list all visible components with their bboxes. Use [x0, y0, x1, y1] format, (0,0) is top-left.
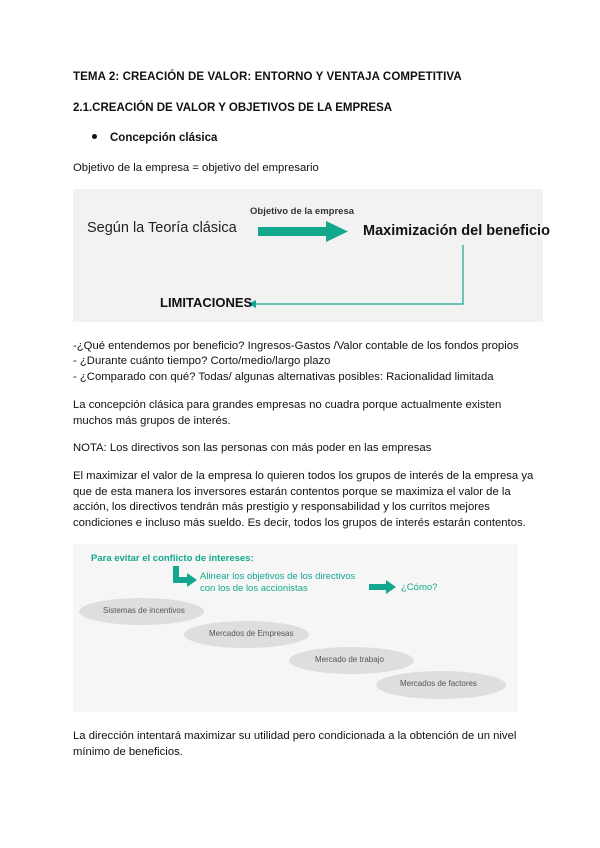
arrow-label: Objetivo de la empresa [250, 206, 355, 217]
figure1-arrows [73, 189, 543, 322]
bullet-label: Concepción clásica [110, 132, 218, 144]
right-arrow-icon [258, 221, 348, 242]
question-2: - ¿Durante cuánto tiempo? Corto/medio/largo plazo [73, 355, 331, 367]
bent-arrow-icon [176, 566, 197, 587]
figure-conflicto-intereses [73, 544, 518, 712]
oval-label-mercados-empresas: Mercados de Empresas [209, 629, 294, 638]
oval-label-sistemas: Sistemas de incentivos [103, 606, 185, 615]
return-arrow-icon [248, 245, 463, 308]
limitaciones-text: LIMITACIONES [160, 295, 253, 310]
oval-label-mercados-factores: Mercados de factores [400, 679, 477, 688]
align-line-2: con los de los accionistas [200, 583, 308, 594]
main-heading: TEMA 2: CREACIÓN DE VALOR: ENTORNO Y VENTAJA COMPETITIVA [73, 71, 462, 83]
figure-teoria-clasica [73, 189, 550, 322]
objetivo-line: Objetivo de la empresa = objetivo del empresario [73, 162, 319, 174]
align-text [200, 571, 355, 595]
para-direccion: La dirección intentará maximizar su utilidad pero condicionada a la obtención de un nivel mínimo de beneficios. [73, 730, 517, 758]
right-arrow-icon [369, 580, 396, 594]
oval-label-mercado-trabajo: Mercado de trabajo [315, 655, 384, 664]
question-3: - ¿Comparado con qué? Todas/ algunas alternativas posibles: Racionalidad limitada [73, 371, 494, 383]
align-line-1: Alinear los objetivos de los directivos [200, 571, 356, 582]
para-concepcion: La concepción clásica para grandes empresas no cuadra porque actualmente existen muchos más grupos de interés. [73, 399, 502, 427]
maximizacion-text: Maximización del beneficio [363, 223, 550, 239]
question-1: -¿Qué entendemos por beneficio? Ingresos-Gastos /Valor contable de los fondos propios [73, 340, 519, 352]
como-text: ¿Cómo? [401, 582, 438, 593]
section-heading: 2.1.CREACIÓN DE VALOR Y OBJETIVOS DE LA EMPRESA [73, 102, 393, 114]
teoria-clasica-text: Según la Teoría clásica [87, 220, 237, 236]
bullet-item [92, 132, 217, 144]
para-maximizar: El maximizar el valor de la empresa lo quieren todos los grupos de interés de la empresa ya que de esta manera los inversores estarán contentos porque se maximiza el valor de la acción, los directivos tendrán más prestigio y responsabilidad y los curritos mejores condiciones e incluso más sueldo. Es decir, todos los grupos de interés estarán contentos. [73, 470, 534, 529]
para-nota: NOTA: Los directivos son las personas con más poder en las empresas [73, 442, 432, 454]
bullet-dot-icon [92, 134, 97, 139]
conflicto-title: Para evitar el conflicto de intereses: [91, 553, 254, 564]
